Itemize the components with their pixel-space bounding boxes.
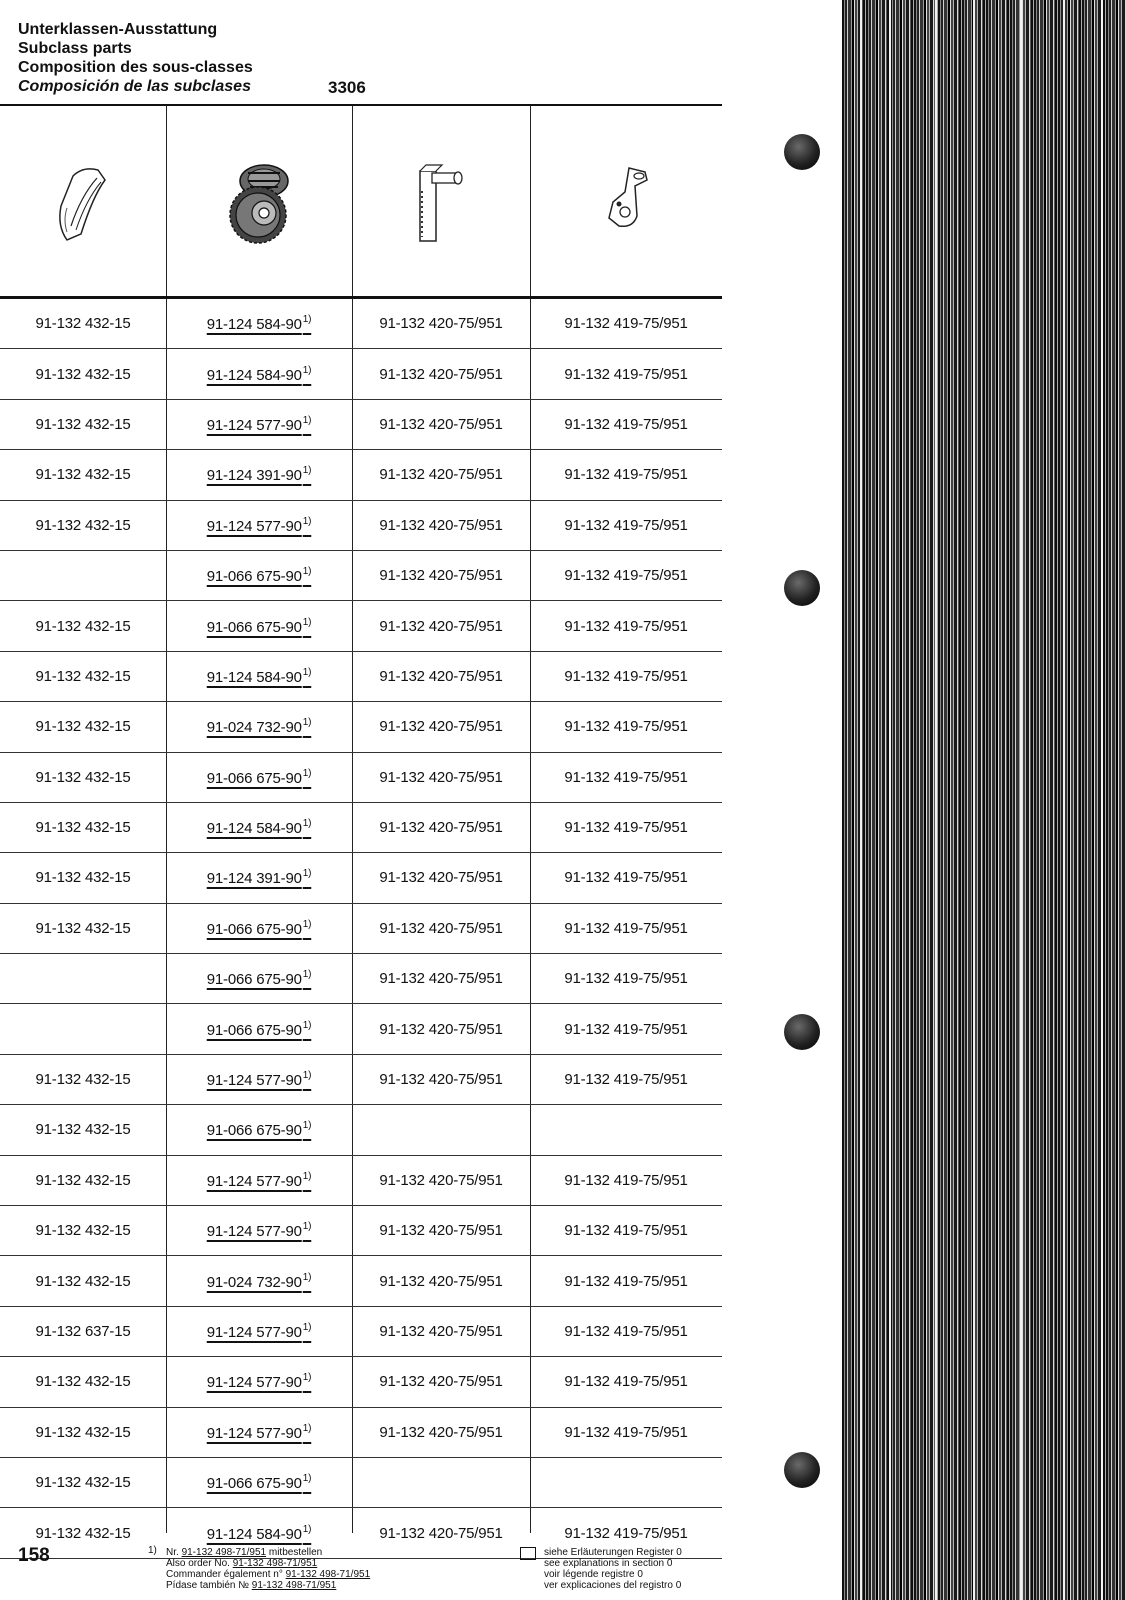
part-number-c4: 91-132 419-75/951 — [564, 617, 688, 635]
part-number-c3: 91-132 420-75/951 — [379, 1272, 503, 1290]
part-number-c1 — [0, 551, 166, 600]
part-number-c2 — [166, 501, 352, 550]
part-number-c2 — [166, 1105, 352, 1154]
legend-text — [544, 1547, 682, 1591]
part-number-c2 — [166, 349, 352, 398]
part-number-c4: 91-132 419-75/951 — [564, 466, 688, 484]
part-number-c1: 91-132 432-15 — [35, 1071, 131, 1089]
part-number-underlined: 91-124 391-90$^{1)}$ — [206, 465, 312, 485]
table-row — [0, 702, 722, 752]
part-number-c1: 91-132 432-15 — [35, 415, 131, 433]
part-number-c1: 91-132 432-15 — [35, 718, 131, 736]
part-number-c2 — [166, 299, 352, 348]
legend-line: see explanations in section 0 — [544, 1558, 673, 1569]
part-number-underlined: 91-124 584-90$^{1)}$ — [206, 818, 312, 838]
part-number-underlined: 91-124 577-90$^{1)}$ — [206, 1322, 312, 1341]
part-number-c3: 91-132 420-75/951 — [379, 819, 503, 837]
footnote-ref: 1) — [302, 465, 312, 477]
part-number-c2 — [166, 904, 352, 953]
footnote-ref: 1) — [302, 414, 312, 426]
part-number-c1 — [0, 1004, 166, 1053]
page-footer — [0, 1533, 722, 1600]
part-number-c3 — [352, 1458, 530, 1507]
part-number-c4: 91-132 419-75/951 — [564, 315, 688, 333]
part-number-c2 — [166, 1156, 352, 1205]
part-number-c1: 91-132 432-15 — [35, 617, 131, 635]
part-number-c2 — [166, 1357, 352, 1406]
part-number-underlined: 91-066 675-90$^{1)}$ — [206, 566, 312, 586]
part-number-underlined: 91-124 577-90$^{1)}$ — [206, 1372, 312, 1392]
part-number-c3: 91-132 420-75/951 — [379, 768, 503, 786]
curved-plate-part-icon — [0, 106, 166, 296]
part-number-underlined: 91-124 577-90$^{1)}$ — [206, 1221, 312, 1241]
part-number-c4 — [530, 1105, 722, 1154]
footnote-ref: 1) — [302, 969, 312, 981]
part-number-c1: 91-132 432-15 — [35, 315, 131, 333]
part-number-c1 — [0, 954, 166, 1003]
part-number-c1: 91-132 432-15 — [35, 1373, 131, 1391]
parts-table — [0, 299, 722, 1559]
part-number-underlined: 91-124 584-90$^{1)}$ — [206, 364, 312, 384]
table-row — [0, 400, 722, 450]
table-row — [0, 349, 722, 399]
title-spanish: Composición de las subclases — [18, 78, 251, 95]
footnote-ref: 1) — [302, 717, 312, 729]
table-row — [0, 904, 722, 954]
title-english: Subclass parts — [18, 40, 132, 57]
footnote-ref: 1) — [302, 1372, 312, 1384]
part-number-c2 — [166, 1307, 352, 1356]
part-number-c3: 91-132 420-75/951 — [379, 365, 503, 383]
part-number-c1: 91-132 637-15 — [35, 1323, 131, 1340]
part-number-c4: 91-132 419-75/951 — [564, 516, 688, 534]
part-number-c4: 91-132 419-75/951 — [564, 1020, 688, 1038]
class-code: 3306 — [328, 78, 366, 97]
footnote-ref: 1) — [302, 767, 312, 779]
table-row — [0, 954, 722, 1004]
legend-line: siehe Erläuterungen Register 0 — [544, 1547, 682, 1558]
part-number-underlined: 91-066 675-90$^{1)}$ — [206, 969, 312, 989]
footnote-ref: 1) — [302, 666, 312, 678]
footnote-ref: 1) — [302, 616, 312, 628]
part-number-c3: 91-132 420-75/951 — [379, 415, 503, 433]
part-number-underlined: 91-066 675-90$^{1)}$ — [206, 1019, 312, 1039]
table-row — [0, 753, 722, 803]
part-number-c1: 91-132 432-15 — [35, 869, 131, 887]
part-number-c3: 91-132 420-75/951 — [379, 667, 503, 685]
legend-line: ver explicaciones del registro 0 — [544, 1580, 682, 1591]
part-number-c2 — [166, 450, 352, 499]
part-number-c3: 91-132 420-75/951 — [379, 919, 503, 937]
footnote-ref: 1) — [302, 515, 312, 527]
footnote-text — [166, 1547, 370, 1591]
table-row — [0, 1206, 722, 1256]
part-number-c4: 91-132 419-75/951 — [564, 1171, 688, 1189]
part-number-c2 — [166, 803, 352, 852]
part-number-underlined: 91-124 391-90$^{1)}$ — [206, 868, 312, 888]
part-number-underlined: 91-124 584-90$^{1)}$ — [206, 666, 312, 686]
part-number-c4: 91-132 419-75/951 — [564, 1423, 688, 1441]
part-number-c2 — [166, 853, 352, 902]
part-number-c3: 91-132 420-75/951 — [379, 516, 503, 534]
part-number-c4: 91-132 419-75/951 — [564, 819, 688, 837]
part-number-underlined: 91-124 577-90$^{1)}$ — [206, 414, 312, 434]
part-number-c3: 91-132 420-75/951 — [379, 1423, 503, 1441]
worm-gear-part-icon — [166, 106, 352, 296]
part-number-c1: 91-132 432-15 — [35, 919, 131, 937]
table-row — [0, 803, 722, 853]
part-number-c2 — [166, 551, 352, 600]
footnote-ref: 1) — [302, 1070, 312, 1082]
table-row — [0, 1105, 722, 1155]
part-number-c4 — [530, 1458, 722, 1507]
part-number-underlined: 91-124 584-90$^{1)}$ — [206, 314, 312, 334]
part-number-c1: 91-132 432-15 — [35, 516, 131, 534]
footnote-line: Pídase también № 91-132 498-71/951 — [166, 1580, 337, 1591]
part-number-underlined: 91-124 584-90$^{1)}$ — [206, 1523, 312, 1543]
table-row — [0, 551, 722, 601]
part-number-underlined: 91-066 675-90$^{1)}$ — [206, 1120, 312, 1140]
part-number-underlined: 91-124 577-90$^{1)}$ — [206, 1070, 312, 1090]
footnote-ref: 1) — [302, 1422, 312, 1434]
part-number-c1: 91-132 432-15 — [35, 768, 131, 786]
part-number-c1: 91-132 432-15 — [35, 1121, 131, 1139]
part-number-c1: 91-132 432-15 — [35, 1474, 131, 1492]
table-row — [0, 1004, 722, 1054]
part-number-c3: 91-132 420-75/951 — [379, 718, 503, 736]
part-number-c4: 91-132 419-75/951 — [564, 869, 688, 887]
part-number-underlined: 91-024 732-90$^{1)}$ — [206, 1271, 312, 1291]
part-number-c2 — [166, 1256, 352, 1305]
punch-hole — [784, 1014, 820, 1050]
table-row — [0, 652, 722, 702]
table-row — [0, 1156, 722, 1206]
title-german: Unterklassen-Ausstattung — [18, 21, 218, 38]
part-number-c1: 91-132 432-15 — [35, 365, 131, 383]
footnote-ref: 1) — [302, 314, 312, 326]
part-number-c1: 91-132 432-15 — [35, 667, 131, 685]
part-number-c4: 91-132 419-75/951 — [564, 365, 688, 383]
part-number-c3: 91-132 420-75/951 — [379, 1373, 503, 1391]
footnote-line: Commander également n° 91-132 498-71/951 — [166, 1569, 371, 1580]
footnote-mark: 1) — [148, 1545, 157, 1556]
part-number-c3: 91-132 420-75/951 — [379, 1222, 503, 1240]
part-number-c4: 91-132 419-75/951 — [564, 1071, 688, 1089]
part-number-c2 — [166, 1206, 352, 1255]
table-row — [0, 1458, 722, 1508]
title-french: Composition des sous-classes — [18, 59, 253, 76]
part-number-c4: 91-132 419-75/951 — [564, 415, 688, 433]
part-number-c2 — [166, 1004, 352, 1053]
part-number-underlined: 91-066 675-90$^{1)}$ — [206, 616, 312, 636]
part-number-c3: 91-132 420-75/951 — [379, 567, 503, 585]
part-number-c4: 91-132 419-75/951 — [564, 718, 688, 736]
part-number-c2 — [166, 601, 352, 650]
footnote-ref: 1) — [302, 1221, 312, 1233]
part-number-c3: 91-132 420-75/951 — [379, 315, 503, 333]
table-row — [0, 450, 722, 500]
part-number-c4: 91-132 419-75/951 — [564, 567, 688, 585]
part-number-c2 — [166, 1458, 352, 1507]
punch-hole — [784, 134, 820, 170]
footnote-ref: 1) — [302, 818, 312, 830]
part-number-underlined: 91-024 732-90$^{1)}$ — [206, 717, 312, 737]
page-number: 158 — [18, 1545, 50, 1566]
footnote-ref: 1) — [302, 1019, 312, 1031]
part-number-c1: 91-132 432-15 — [35, 1272, 131, 1290]
footnote-ref: 1) — [302, 1120, 312, 1132]
footnote-ref: 1) — [302, 1523, 312, 1535]
part-number-c1: 91-132 432-15 — [35, 1524, 131, 1542]
part-number-underlined: 91-124 577-90$^{1)}$ — [206, 1422, 312, 1442]
part-number-c1: 91-132 432-15 — [35, 466, 131, 484]
part-number-c4: 91-132 419-75/951 — [564, 1272, 688, 1290]
legend-line: voir légende registre 0 — [544, 1569, 643, 1580]
table-row — [0, 501, 722, 551]
part-number-c4: 91-132 419-75/951 — [564, 768, 688, 786]
page-title-block — [18, 20, 366, 97]
part-number-c2 — [166, 702, 352, 751]
part-number-c4: 91-132 419-75/951 — [564, 970, 688, 988]
part-number-c1: 91-132 432-15 — [35, 819, 131, 837]
part-number-c3: 91-132 420-75/951 — [379, 1020, 503, 1038]
table-row — [0, 1256, 722, 1306]
footnote-ref: 1) — [302, 1170, 312, 1182]
part-number-underlined: 91-066 675-90$^{1)}$ — [206, 1473, 312, 1493]
part-number-underlined: 91-066 675-90$^{1)}$ — [206, 767, 312, 787]
part-number-c3: 91-132 420-75/951 — [379, 1323, 503, 1340]
part-number-c2 — [166, 652, 352, 701]
part-number-c3: 91-132 420-75/951 — [379, 1171, 503, 1189]
punch-hole — [784, 1452, 820, 1488]
part-number-c4: 91-132 419-75/951 — [564, 1524, 688, 1542]
part-number-c2 — [166, 1408, 352, 1457]
footnote-ref: 1) — [302, 868, 312, 880]
part-number-c2 — [166, 1055, 352, 1104]
footnote-ref: 1) — [302, 1473, 312, 1485]
table-row — [0, 853, 722, 903]
footnote-line: Also order No. 91-132 498-71/951 — [166, 1558, 318, 1569]
part-number-c4: 91-132 419-75/951 — [564, 1222, 688, 1240]
part-number-c3: 91-132 420-75/951 — [379, 869, 503, 887]
part-number-c4: 91-132 419-75/951 — [564, 1323, 688, 1340]
part-number-c2 — [166, 954, 352, 1003]
table-row — [0, 1307, 722, 1357]
footnote-line: Nr. 91-132 498-71/951 mitbestellen — [166, 1547, 323, 1558]
part-number-c2 — [166, 753, 352, 802]
table-row — [0, 1408, 722, 1458]
punch-hole — [784, 570, 820, 606]
part-number-underlined: 91-066 675-90$^{1)}$ — [206, 918, 312, 938]
footnote-ref: 1) — [302, 1322, 312, 1333]
scanner-edge-noise — [842, 0, 1126, 1600]
crank-lever-part-icon — [530, 106, 722, 296]
part-number-c2 — [166, 400, 352, 449]
table-row — [0, 1357, 722, 1407]
part-number-c3 — [352, 1105, 530, 1154]
part-number-c3: 91-132 420-75/951 — [379, 1071, 503, 1089]
shaft-bracket-part-icon — [352, 106, 530, 296]
legend-box-icon — [520, 1547, 536, 1560]
table-row — [0, 299, 722, 349]
part-number-c3: 91-132 420-75/951 — [379, 617, 503, 635]
table-row — [0, 601, 722, 651]
part-number-c4: 91-132 419-75/951 — [564, 667, 688, 685]
part-number-c1: 91-132 432-15 — [35, 1171, 131, 1189]
part-number-c4: 91-132 419-75/951 — [564, 1373, 688, 1391]
footnote-ref: 1) — [302, 1271, 312, 1283]
footnote-ref: 1) — [302, 918, 312, 930]
table-row — [0, 1055, 722, 1105]
part-number-c1: 91-132 432-15 — [35, 1423, 131, 1441]
part-number-c3: 91-132 420-75/951 — [379, 466, 503, 484]
part-number-c3: 91-132 420-75/951 — [379, 1524, 503, 1542]
footnote-ref: 1) — [302, 364, 312, 376]
part-number-c4: 91-132 419-75/951 — [564, 919, 688, 937]
part-number-underlined: 91-124 577-90$^{1)}$ — [206, 515, 312, 535]
part-number-underlined: 91-124 577-90$^{1)}$ — [206, 1170, 312, 1190]
footnote-ref: 1) — [302, 566, 312, 578]
part-number-c1: 91-132 432-15 — [35, 1222, 131, 1240]
part-number-c3: 91-132 420-75/951 — [379, 970, 503, 988]
